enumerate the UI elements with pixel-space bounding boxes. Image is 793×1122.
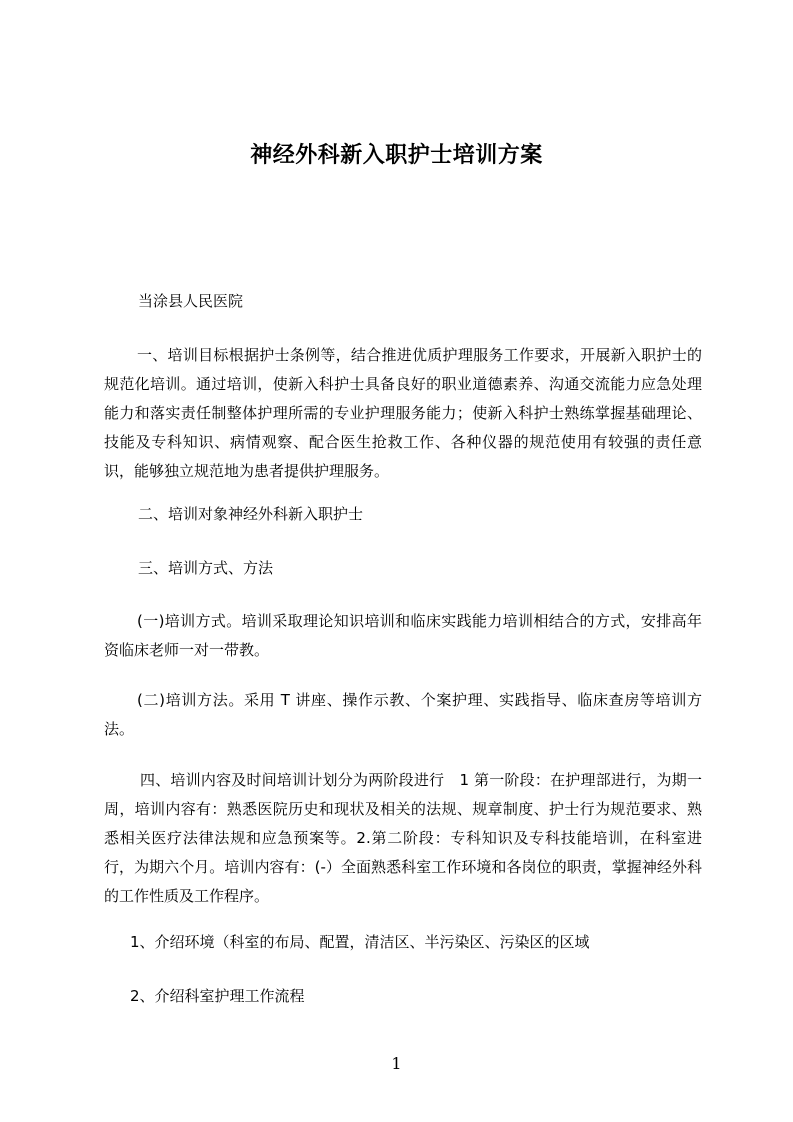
page-number: 1 [391,1054,402,1073]
paragraph-training-methods-heading: 三、培训方式、方法 [138,559,274,577]
paragraph-item-environment: 1、介绍环境（科室的布局、配置，清洁区、半污染区、污染区的区域 [130,933,590,951]
organization-name: 当涂县人民医院 [138,292,244,310]
paragraph-training-target: 二、培训对象神经外科新入职护士 [138,505,364,523]
paragraph-training-content: 四、培训内容及时间培训计划分为两阶段进行 1 第一阶段：在护理部进行，为期一周，培训内容有：熟悉医院历史和现状及相关的法规、规章制度、护士行为规范要求、熟悉相关医疗法律法规和应急预案等。2.第二阶段：专科知识及专科技能培训，在科室进行，为期六个月。培训内容有：(-）全面熟悉科室工作环境和各岗位的职责，掌握神经外科的工作性质及工作程序。 [104,771,702,905]
paragraph-training-method: (二)培训方法。采用 T 讲座、操作示教、个案护理、实践指导、临床查房等培训方法。 [104,691,702,738]
document-title: 神经外科新入职护士培训方案 [250,143,543,168]
paragraph-training-goals: 一、培训目标根据护士条例等，结合推进优质护理服务工作要求，开展新入职护士的规范化培训。通过培训，使新入科护士具备良好的职业道德素养、沟通交流能力应急处理能力和落实责任制整体护理所需的专业护理服务能力；使新入科护士熟练掌握基础理论、技能及专科知识、病情观察、配合医生抢救工作、各种仪器的规范使用有较强的责任意识，能够独立规范地为患者提供护理服务。 [104,346,702,480]
paragraph-item-workflow: 2、介绍科室护理工作流程 [130,987,305,1005]
paragraph-training-mode: (一)培训方式。培训采取理论知识培训和临床实践能力培训相结合的方式，安排高年资临床老师一对一带教。 [104,612,702,659]
